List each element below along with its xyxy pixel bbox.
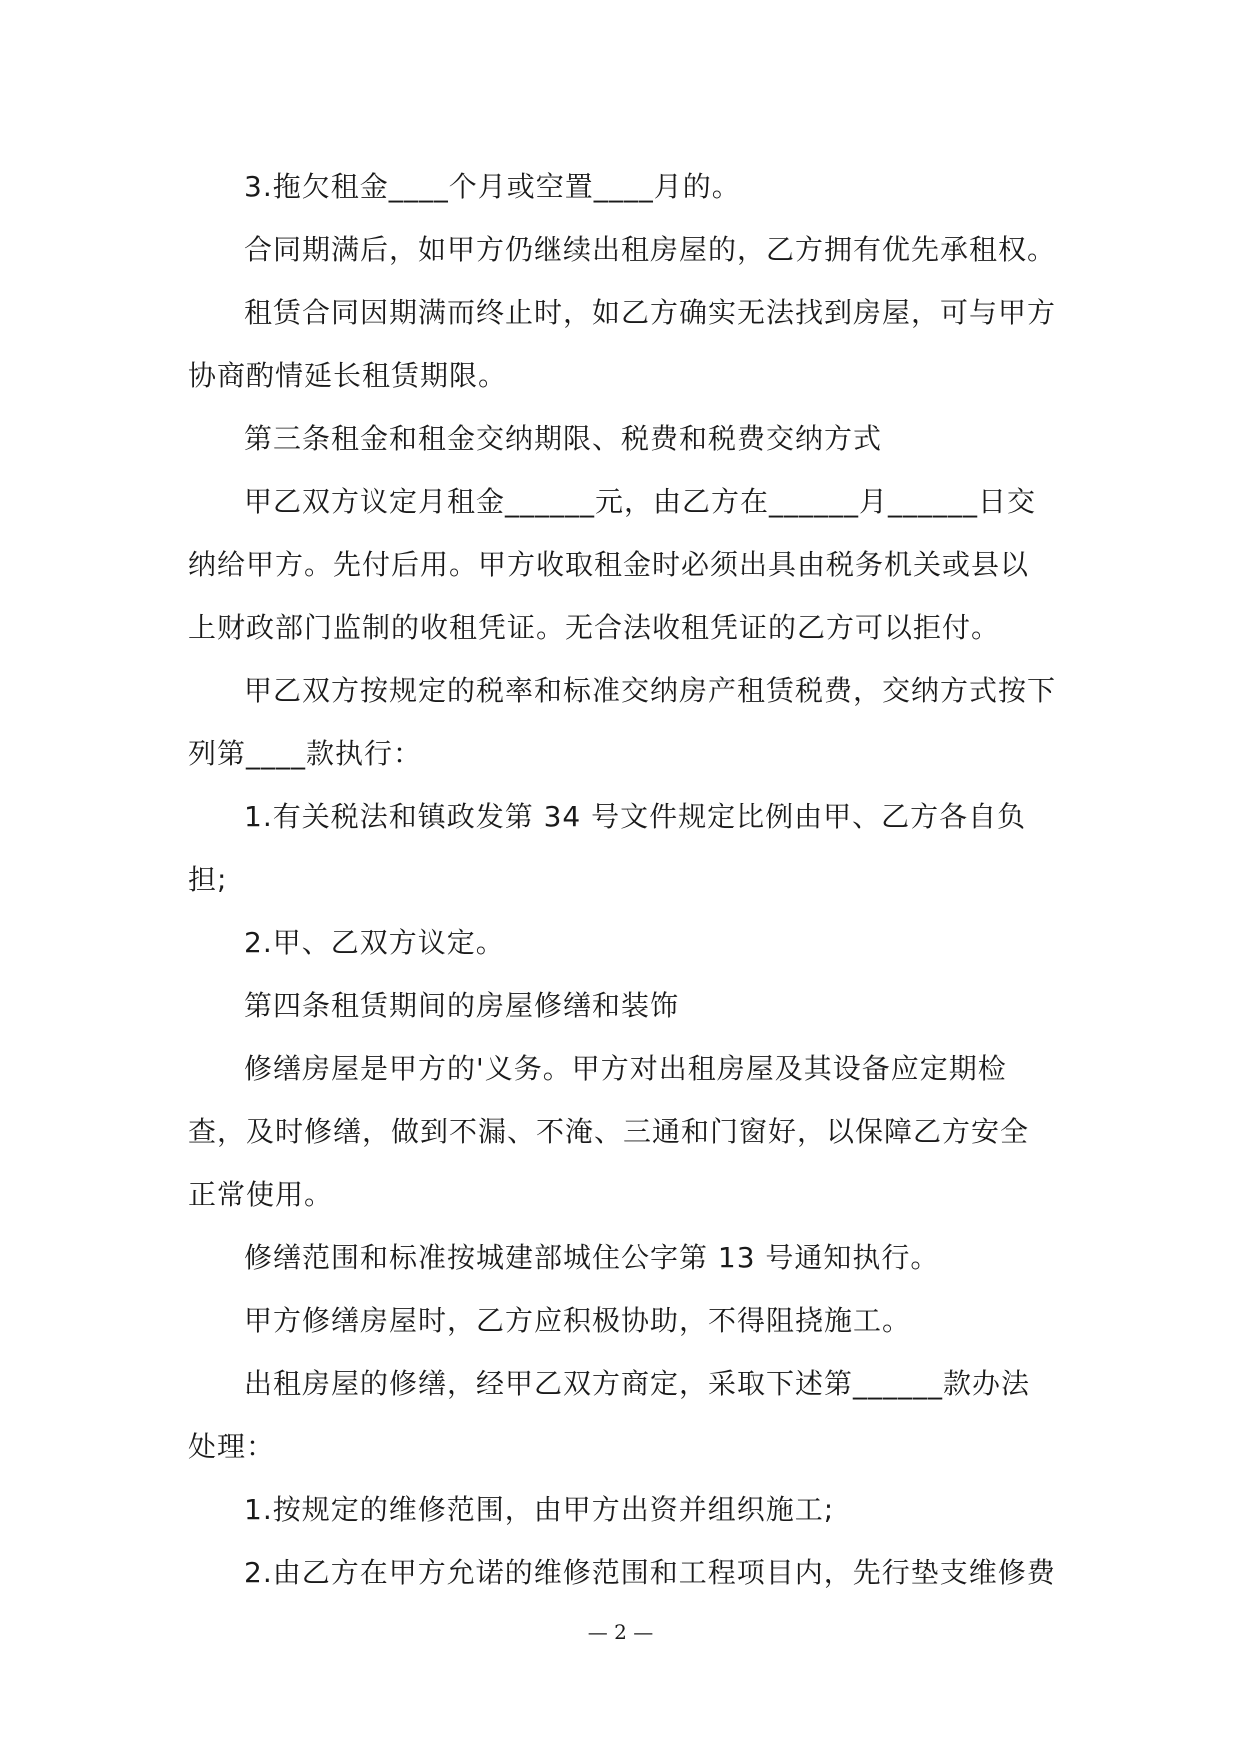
section-heading: 第三条租金和租金交纳期限、税费和税费交纳方式 bbox=[244, 422, 883, 455]
list-item: 2.由乙方在甲方允诺的维修范围和工程项目内，先行垫支维修费 bbox=[244, 1556, 1056, 1589]
paragraph: 甲乙双方按规定的税率和标准交纳房产租赁税费，交纳方式按下列第____款执行： bbox=[188, 674, 1057, 770]
paragraph: 甲方修缮房屋时，乙方应积极协助，不得阻挠施工。 bbox=[244, 1304, 912, 1337]
list-item: 1.有关税法和镇政发第 34 号文件规定比例由甲、乙方各自负担; bbox=[188, 800, 1027, 896]
list-item: 1.按规定的维修范围，由甲方出资并组织施工; bbox=[244, 1493, 835, 1526]
list-item: 2.甲、乙双方议定。 bbox=[244, 926, 505, 959]
paragraph: 出租房屋的修缮，经甲乙双方商定，采取下述第______款办法处理： bbox=[188, 1367, 1031, 1463]
page-number: — 2 — bbox=[587, 1620, 654, 1644]
paragraph: 修缮房屋是甲方的'义务。甲方对出租房屋及其设备应定期检查，及时修缮，做到不漏、不淹、三通和门窗好，以保障乙方安全正常使用。 bbox=[188, 1052, 1030, 1211]
paragraph: 合同期满后，如甲方仍继续出租房屋的，乙方拥有优先承租权。 bbox=[244, 233, 1057, 266]
paragraph: 修缮范围和标准按城建部城住公字第 13 号通知执行。 bbox=[244, 1241, 940, 1274]
document-body bbox=[188, 155, 1056, 1604]
paragraph: 3.拖欠租金____个月或空置____月的。 bbox=[244, 170, 741, 203]
section-heading: 第四条租赁期间的房屋修缮和装饰 bbox=[244, 989, 680, 1022]
paragraph: 甲乙双方议定月租金______元，由乙方在______月______日交纳给甲方。先付后用。甲方收取租金时必须出具由税务机关或县以上财政部门监制的收租凭证。无合法收租凭证的乙方可以拒付。 bbox=[188, 485, 1037, 644]
paragraph: 租赁合同因期满而终止时，如乙方确实无法找到房屋，可与甲方协商酌情延长租赁期限。 bbox=[188, 296, 1057, 392]
